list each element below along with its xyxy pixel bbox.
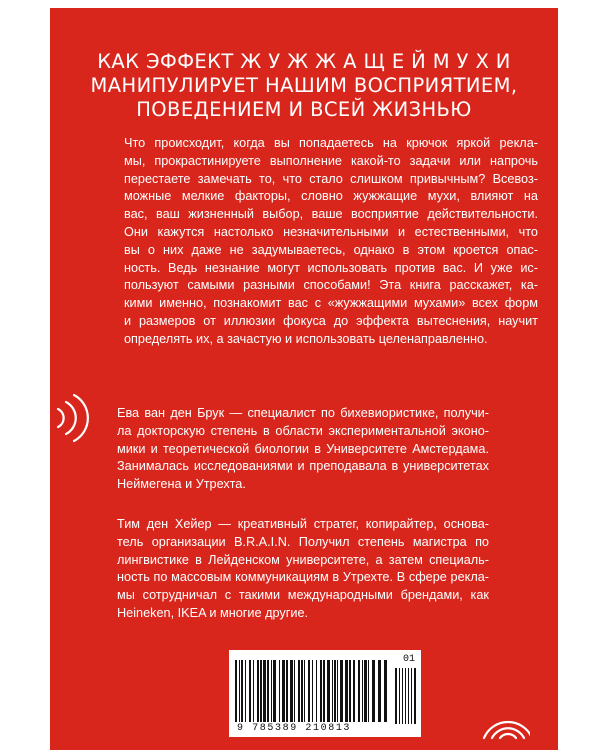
- bio-line: Занималась исследованиями и преподавала в университетах: [117, 459, 489, 474]
- title-line: ПОВЕДЕНИЕМ И ВСЕЙ ЖИЗНЬЮ: [136, 98, 472, 121]
- description-line: вы о них даже не задумываетесь, однако в этом кроется опас-: [124, 242, 538, 257]
- barcode-bar: [384, 660, 387, 722]
- bio-line: мики и теоретической биологии в Университете Амстердама.: [117, 441, 489, 456]
- barcode-bar: [323, 660, 325, 722]
- barcode-addon-bar: [395, 668, 397, 724]
- barcode-addon-bar: [408, 668, 409, 724]
- barcode-bar: [349, 660, 351, 722]
- barcode-bar: [286, 660, 288, 722]
- barcode-bar: [282, 660, 285, 722]
- barcode-bar: [267, 660, 269, 722]
- description-line: Что происходит, когда вы попадаетесь на крючок яркой рекла-: [124, 136, 538, 150]
- barcode-bar: [253, 660, 254, 722]
- bio-line: Тим ден Хейер — креативный стратег, копирайтер, основа-: [117, 517, 489, 531]
- barcode-addon-bar: [402, 668, 403, 724]
- barcode-bar: [340, 660, 343, 722]
- barcode-bar: [368, 660, 369, 722]
- barcode-bar: [239, 660, 240, 722]
- bio-line: мы сотрудничал с такими международными брендами, как: [117, 588, 489, 603]
- barcode-bar: [249, 660, 251, 722]
- barcode-bar: [320, 660, 322, 722]
- barcode-bar: [290, 660, 293, 722]
- description-line: ность. Ведь незнание могут использовать против вас. И уже ис-: [124, 260, 538, 275]
- bio-line: Неймегена и Утрехта.: [117, 477, 246, 492]
- barcode-bar: [362, 660, 363, 722]
- author-bio-1: [117, 405, 489, 494]
- bio-line: лингвистике в Лейденском университете, а затем специаль-: [117, 552, 489, 567]
- description-line: вас, ваш жизненный выбор, ваше восприятие действительности.: [124, 207, 538, 222]
- barcode-bar: [257, 660, 259, 722]
- description-line: можные мелкие факторы, словно жужжащие мухи, влияют на: [124, 189, 538, 204]
- barcode-bar: [235, 660, 237, 722]
- description-line: и размеров от иллюзии фокуса до эффекта вытеснения, научит: [124, 313, 538, 328]
- barcode-bar: [327, 660, 330, 722]
- cover-title: [50, 50, 558, 122]
- barcode-bar: [271, 660, 272, 722]
- description-line: перестаете замечать то, что стало слишком привычным? Всевоз-: [124, 171, 538, 186]
- title-line: МАНИПУЛИРУЕТ НАШИМ ВОСПРИЯТИЕМ,: [90, 74, 518, 97]
- bio-line: ность по массовым коммуникациям в Утрехте. В сфере рекла-: [117, 570, 489, 585]
- barcode-bar: [294, 660, 295, 722]
- author-bio-2: [117, 516, 489, 623]
- description-line: пользуют самыми разными способами! Эта книга расскажет, ка-: [124, 278, 538, 293]
- book-description: [124, 135, 538, 349]
- barcode-bar: [353, 660, 355, 722]
- barcode-bar: [263, 660, 266, 722]
- barcode-bar: [345, 660, 348, 722]
- description-line: кими именно, познакомит вас с «жужжащими мухами» всех форм: [124, 296, 538, 311]
- bio-line: Heineken, IKEA и многие другие.: [117, 605, 309, 620]
- barcode-bar: [372, 660, 375, 722]
- title-line: КАК ЭФФЕКТ Ж У Ж Ж А Щ Е Й М У Х И: [97, 50, 511, 73]
- barcode-addon-digits: 01: [402, 654, 415, 665]
- barcode-bar: [301, 660, 303, 722]
- description-line: определять их, а зачастую и использовать целенаправленно.: [124, 331, 488, 346]
- barcode-bar: [304, 660, 305, 722]
- barcode-addon-bar: [399, 668, 400, 724]
- barcode-bar: [298, 660, 300, 722]
- description-line: Они кажутся настолько незначительными и естественными, что: [124, 224, 538, 239]
- barcode-bar: [358, 660, 360, 722]
- barcode-addon-bar: [405, 668, 406, 724]
- barcode-bar: [337, 660, 338, 722]
- isbn-barcode: [229, 650, 421, 737]
- sound-waves-icon: [470, 696, 530, 750]
- barcode-bar: [378, 660, 381, 722]
- description-line: мы, прокрастинируете выполнение какой-то задачи или напрочь: [124, 153, 538, 168]
- barcode-addon-bar: [411, 668, 412, 724]
- barcode-bar: [241, 660, 243, 722]
- barcode-bar: [334, 660, 336, 722]
- barcode-bar: [279, 660, 280, 722]
- book-back-cover: [50, 8, 558, 750]
- barcode-bar: [245, 660, 246, 722]
- barcode-bar: [273, 660, 276, 722]
- isbn-digits: 9 785389 210813: [237, 723, 352, 734]
- barcode-bar: [332, 660, 333, 722]
- barcode-bar: [308, 660, 310, 722]
- barcode-bar: [260, 660, 262, 722]
- barcode-bar: [312, 660, 313, 722]
- bio-line: ла докторскую степень в области экспериментальной эконо-: [117, 423, 489, 438]
- bio-line: тель организации B.R.A.I.N. Получил степень магистра по: [117, 534, 489, 549]
- barcode-bar: [316, 660, 317, 722]
- sound-waves-icon: [50, 390, 94, 446]
- barcode-bar: [364, 660, 367, 722]
- barcode-addon-bar: [414, 668, 416, 724]
- bio-line: Ева ван ден Брук — специалист по бихевиористике, получи-: [117, 406, 489, 420]
